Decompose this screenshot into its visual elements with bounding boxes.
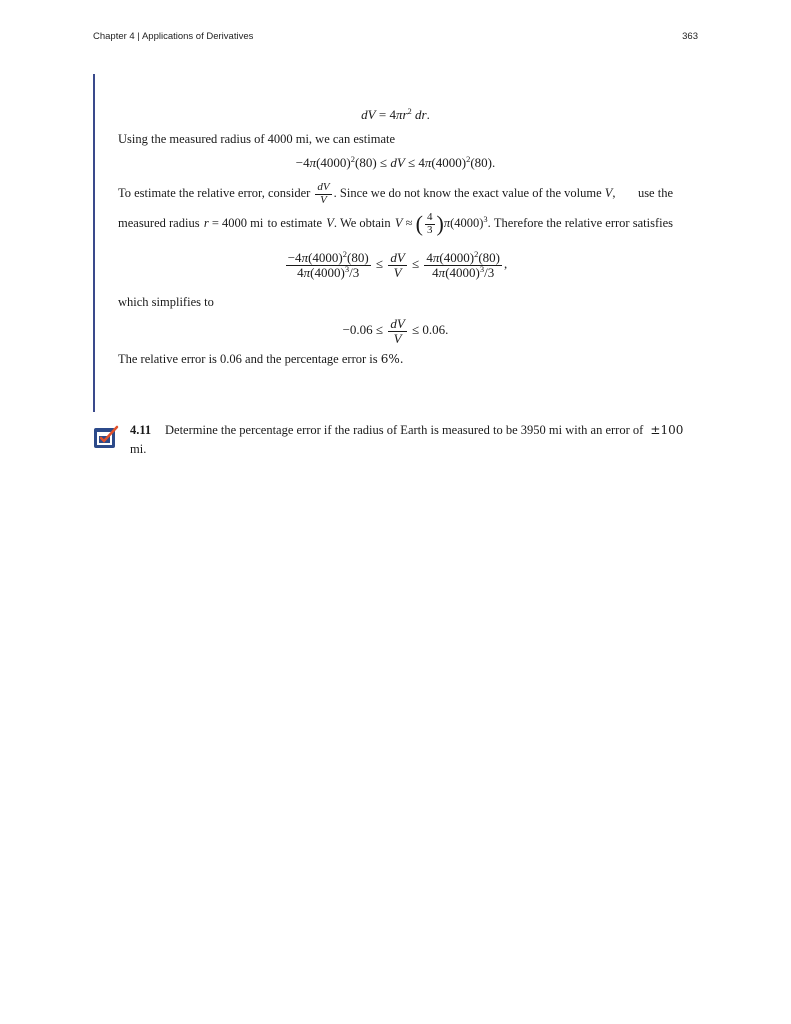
text-since: . Since we do not know the exact value of the volume — [333, 185, 602, 200]
text-we-obtain: . We obtain — [333, 215, 391, 230]
checklist-pencil-icon — [93, 425, 119, 449]
paragraph-relative-error-1: To estimate the relative error, consider $\frac{dV}{V}$ . Since we do not know the exact value of the volume V, use the — [118, 181, 673, 206]
text-measured-radius: measured radius — [118, 215, 200, 230]
fraction-dv-over-v: $\frac{dV}{V}$ — [317, 181, 330, 206]
paragraph-measured-radius: Using the measured radius of 4000 mi, we can estimate — [118, 132, 396, 146]
exercise-pm-value: ±100 — [650, 423, 684, 437]
running-header-chapter: Chapter 4 | Applications of Derivatives — [93, 31, 254, 42]
equation-relative-error-bounds: $\frac{-4\pi(4000)^2(80)}{4\pi(4000)^3/3}$ ≤ $\frac{dV}{V}$ ≤ $\frac{4\pi(4000)^2(80)}{4\pi(4000)^3/3}$ , — [287, 249, 508, 280]
example-side-bar — [93, 74, 95, 412]
text-to-estimate: to estimate — [267, 215, 323, 230]
equation-dv: dV = $4\pi r^2$ dr. — [361, 106, 430, 122]
equation-dv-bounds: $-4\pi(4000)^2(80)$ ≤ dV ≤ $4\pi(4000)^2(80)$. — [295, 154, 496, 170]
text-relative-error: The relative error is 0.06 and the percentage error is — [118, 352, 378, 366]
exercise-text-line1: Determine the percentage error if the radius of Earth is measured to be 3950 mi with an error of — [165, 423, 644, 437]
paragraph-simplifies: which simplifies to — [118, 295, 214, 309]
paragraph-conclusion — [118, 352, 404, 367]
exercise-text-line2: mi. — [130, 442, 147, 456]
text-use-the: use the — [637, 185, 673, 200]
text-therefore: . Therefore the relative error satisfies — [487, 215, 673, 230]
text-consider: To estimate the relative error, consider — [118, 185, 311, 200]
exercise-number: 4.11 — [130, 423, 152, 437]
equation-simplified: −0.06 ≤ $\frac{dV}{V}$ ≤ 0.06. — [342, 316, 449, 346]
text-percent: 6%. — [380, 352, 404, 366]
exercise-text — [165, 423, 683, 438]
page-number: 363 — [682, 31, 698, 42]
paragraph-relative-error-2: measured radius r = 4000 mi to estimate V. We obtain V ≈ ( $\frac{4}{3}$ )$\pi(4000)^3$. Therefore the relative error satisfies — [118, 211, 673, 237]
